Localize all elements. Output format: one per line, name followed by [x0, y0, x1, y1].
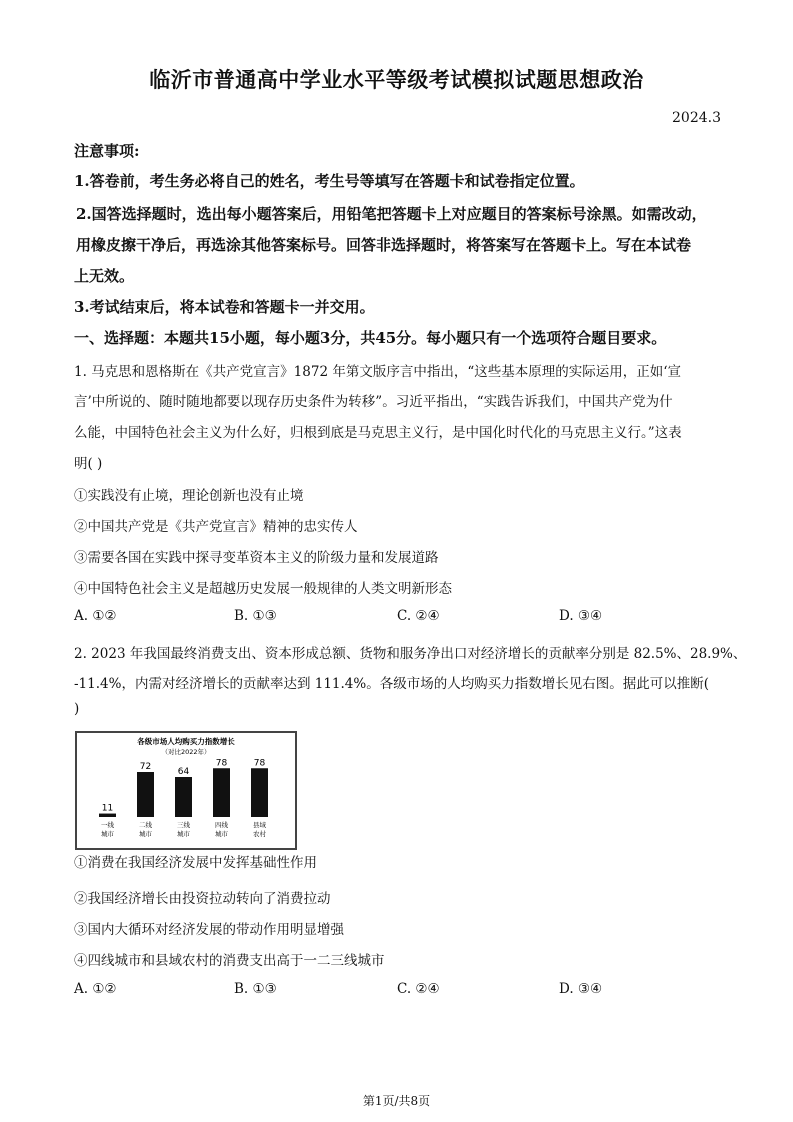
bar-value-label: 64 [177, 767, 190, 777]
notice-heading: 注意事项: [74, 142, 140, 160]
option-c[interactable]: C. ②④ [397, 608, 440, 624]
chart-canvas [77, 733, 295, 848]
category-label: 城市 [177, 830, 190, 838]
category-label: 四线 [215, 821, 228, 829]
question-1-line: 言’中所说的、随时随地都要以现存历史条件为转移”。习近平指出，“实践告诉我们，中国共产党为什 [74, 394, 673, 410]
category-label: 城市 [139, 830, 152, 838]
bar-4 [213, 768, 230, 817]
bar-value-label: 72 [139, 762, 152, 772]
notice-item: 3.考试结束后，将本试卷和答题卡一并交用。 [74, 298, 375, 316]
question-1-statement: ①实践没有止境，理论创新也没有止境 [74, 488, 304, 504]
chart-subtitle: （对比2022年） [161, 748, 211, 756]
question-2-line: ) [74, 701, 80, 717]
bar-value-label: 78 [253, 758, 266, 769]
category-label: 城市 [215, 830, 228, 838]
page-number: 第1页/共8页 [362, 1094, 431, 1108]
category-label: 二线 [139, 821, 152, 829]
question-2-line: -11.4%，内需对经济增长的贡献率达到 111.4%。各级市场的人均购买力指数增长见右图。据此可以推断( [74, 676, 709, 692]
question-2-statement: ③国内大循环对经济发展的带动作用明显增强 [74, 922, 344, 938]
bar-value-label: 78 [215, 758, 228, 769]
option-b[interactable]: B. ①③ [234, 608, 277, 624]
question-1-options [74, 608, 714, 628]
exam-date: 2024.3 [672, 110, 721, 126]
category-label: 城市 [101, 830, 114, 838]
option-c[interactable]: C. ②④ [397, 981, 440, 997]
question-1-line: 明( ) [74, 456, 103, 472]
bar-2 [137, 772, 154, 817]
question-1-statement: ②中国共产党是《共产党宣言》精神的忠实传人 [74, 519, 358, 535]
question-1-line: 么能，中国特色社会主义为什么好，归根到底是马克思主义行，是中国化时代化的马克思主义行。”这表 [74, 425, 682, 441]
question-1-statement: ③需要各国在实践中探寻变革资本主义的阶级力量和发展道路 [74, 550, 439, 566]
option-d[interactable]: D. ③④ [559, 981, 603, 997]
notice-item: 2.国答选择题时，选出每小题答案后，用铅笔把答题卡上对应题目的答案标号涂黑。如需改动， [76, 205, 707, 223]
question-2-statement: ②我国经济增长由投资拉动转向了消费拉动 [74, 891, 331, 907]
notice-item: 用橡皮擦干净后，再选涂其他答案标号。回答非选择题时，将答案写在答题卡上。写在本试卷 [76, 236, 692, 254]
purchasing-power-chart [75, 731, 297, 850]
bar-value-label: 11 [101, 803, 114, 814]
option-b[interactable]: B. ①③ [234, 981, 277, 997]
option-a[interactable]: A. ①② [74, 608, 117, 624]
question-1-line: 1. 马克思和恩格斯在《共产党宣言》1872 年第文版序言中指出，“这些基本原理的实际运用，正如‘宣 [74, 364, 682, 380]
notice-item: 上无效。 [74, 267, 135, 285]
question-2-options [74, 981, 714, 1001]
category-label: 农村 [253, 830, 266, 838]
bar-5 [251, 768, 268, 817]
category-label: 一线 [101, 821, 114, 829]
question-2-statement: ④四线城市和县域农村的消费支出高于一二三线城市 [74, 953, 385, 969]
category-label: 三线 [177, 821, 190, 829]
section-heading: 一、选择题：本题共15小题，每小题3分，共45分。每小题只有一个选项符合题目要求。 [74, 329, 667, 347]
page-title: 临沂市普通高中学业水平等级考试模拟试题思想政治 [149, 67, 644, 92]
bar-1 [99, 814, 116, 817]
category-label: 县域 [253, 821, 266, 829]
notice-item: 1.答卷前，考生务必将自己的姓名，考生号等填写在答题卡和试卷指定位置。 [74, 172, 585, 190]
question-2-line: 2. 2023 年我国最终消费支出、资本形成总额、货物和服务净出口对经济增长的贡献率分别是 82.5%、28.9%、 [74, 646, 747, 662]
option-d[interactable]: D. ③④ [559, 608, 603, 624]
chart-title: 各级市场人均购买力指数增长 [137, 737, 235, 746]
option-a[interactable]: A. ①② [74, 981, 117, 997]
bar-3 [175, 777, 192, 817]
question-1-statement: ④中国特色社会主义是超越历史发展一般规律的人类文明新形态 [74, 581, 452, 597]
question-2-statement: ①消费在我国经济发展中发挥基础性作用 [74, 855, 317, 871]
